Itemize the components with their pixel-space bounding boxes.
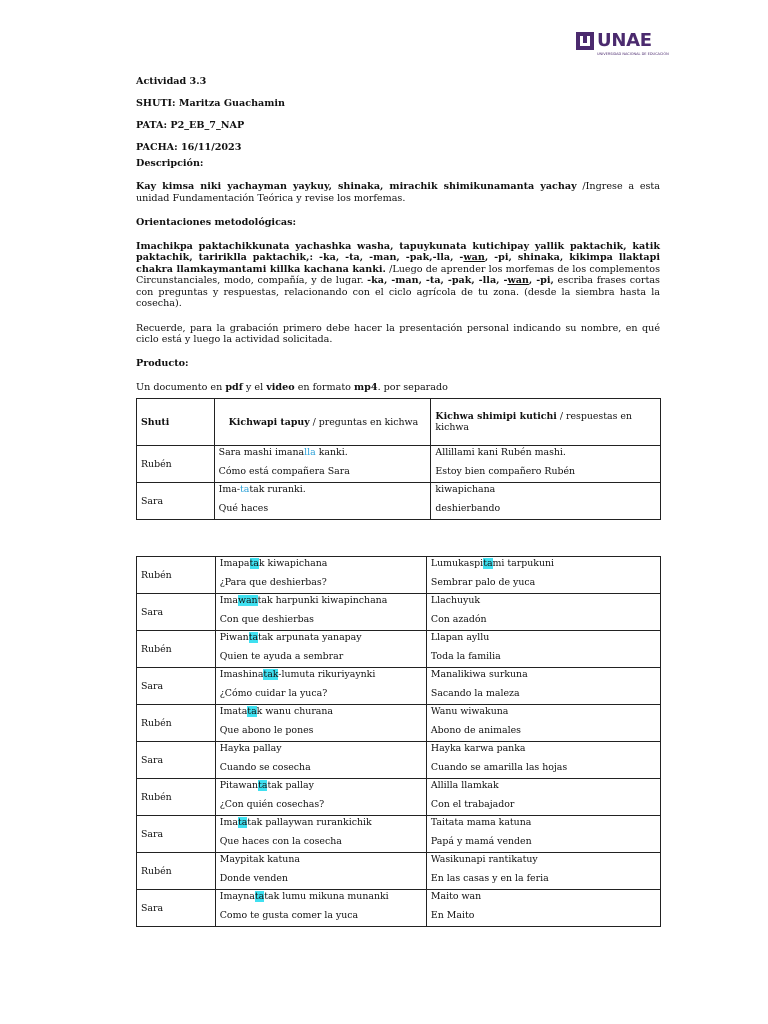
- speaker-cell: Sara: [137, 742, 216, 779]
- question-kichwa: [220, 817, 422, 830]
- question-spanish: Como te gusta comer la yuca: [219, 910, 359, 921]
- question-kichwa: [220, 854, 422, 867]
- table-row: [137, 668, 661, 705]
- text-part: k kiwapichana: [258, 558, 328, 569]
- answer-kichwa: [431, 706, 656, 719]
- text-part: tak arpunata yanapay: [258, 632, 362, 643]
- producto-part: en formato: [294, 382, 355, 393]
- morpheme-highlight: tak: [263, 669, 279, 680]
- morpheme-highlight: ta: [483, 558, 493, 569]
- morpheme-list: -ka, -man, -ta, -pak, -lla, -: [367, 275, 508, 286]
- header-questions: [214, 399, 431, 446]
- morpheme-highlight: ta: [258, 780, 268, 791]
- question-cell: [215, 853, 426, 890]
- text-part: Imata: [219, 706, 248, 717]
- text-part: Hayka karwa panka: [430, 743, 526, 754]
- table-row: [137, 446, 661, 483]
- answer-cell: [426, 557, 660, 594]
- answer-kichwa: [431, 891, 656, 904]
- text-part: Manalikiwa surkuna: [430, 669, 528, 680]
- question-spanish: Cómo está compañera Sara: [218, 466, 350, 477]
- text-part: Pitawan: [219, 780, 259, 791]
- question-cell: [215, 631, 426, 668]
- orientaciones-spanish-end: escriba frases cortas con preguntas y respuestas, relacionando con el ciclo agrícola de tu zona. (desde la siembra hasta la cosecha).: [136, 275, 660, 309]
- answer-spanish: Toda la familia: [430, 651, 501, 662]
- producto-part: . por separado: [377, 382, 448, 393]
- answer-kichwa: Allillami kani Rubén mashi.: [435, 447, 566, 458]
- text-part: Piwan: [219, 632, 249, 643]
- question-spanish: Que abono le pones: [219, 725, 314, 736]
- orientaciones-label: Orientaciones metodológicas:: [136, 217, 297, 228]
- morpheme-wan-2: wan: [507, 275, 529, 286]
- text-part: Allilla llamkak: [430, 780, 499, 791]
- orientaciones-kichwa: Imachikpa paktachikkunata yachashka washa, tapuykunata kutichipay yallik paktachik, katik paktachik, taririklla paktachik,: -ka, -ta, -man, -pak,-lla, -: [136, 240, 660, 263]
- group-code: PATA: P2_EB_7_NAP: [136, 120, 245, 131]
- question-spanish: ¿Con quién cosechas?: [219, 799, 325, 810]
- question-cell: [215, 816, 426, 853]
- question-kichwa: [219, 484, 427, 497]
- text-part: Ima-: [218, 484, 241, 495]
- morpheme-highlight: wan: [237, 595, 258, 606]
- answer-cell: [426, 594, 660, 631]
- table-header-row: [137, 399, 661, 446]
- answer-cell: [426, 779, 660, 816]
- orientaciones-kichwa-end: , -pi, shinaka, kikimpa llaktapi chakra llamkaymantami killka kachana kanki.: [136, 252, 660, 275]
- morpheme-highlight: ta: [240, 484, 250, 495]
- answer-kichwa: [431, 558, 656, 571]
- document-body: [136, 76, 660, 394]
- question-spanish: Con que deshierbas: [219, 614, 314, 625]
- question-kichwa: [220, 780, 422, 793]
- speaker-cell: Sara: [137, 668, 216, 705]
- text-part: tak pallay: [267, 780, 314, 791]
- producto-part: Un documento en: [136, 382, 226, 393]
- answer-cell: [431, 446, 661, 483]
- text-part: tak pallaywan rurankichik: [247, 817, 372, 828]
- text-part: k wanu churana: [256, 706, 334, 717]
- activity-title: Actividad 3.3: [136, 76, 207, 87]
- dialogue-table-1: [136, 398, 661, 520]
- answer-spanish: Estoy bien compañero Rubén: [435, 466, 576, 477]
- text-part: kanki.: [315, 447, 348, 458]
- speaker-cell: Rubén: [137, 446, 215, 483]
- table-row: [137, 890, 661, 927]
- logo-name: UNAE: [597, 30, 652, 51]
- logo-subtitle: UNIVERSIDAD NACIONAL DE EDUCACIÓN: [597, 52, 669, 56]
- text-part: Taitata mama katuna: [430, 817, 532, 828]
- question-spanish: Qué haces: [218, 503, 269, 514]
- answer-kichwa: [431, 632, 656, 645]
- text-part: Maypitak katuna: [219, 854, 300, 865]
- morpheme-highlight: ta: [249, 558, 259, 569]
- question-cell: [215, 742, 426, 779]
- morpheme-highlight: ta: [247, 706, 257, 717]
- text-part: Llapan ayllu: [430, 632, 490, 643]
- answer-cell: [426, 668, 660, 705]
- question-cell: [215, 557, 426, 594]
- answer-cell: [426, 890, 660, 927]
- text-part: Maito wan: [430, 891, 482, 902]
- answer-spanish: deshierbando: [435, 503, 501, 514]
- header-shuti: Shuti: [137, 399, 215, 446]
- question-kichwa: [220, 891, 422, 904]
- text-part: Lumukaspi: [430, 558, 484, 569]
- morpheme-wan: wan: [463, 252, 485, 263]
- text-part: Imashina: [219, 669, 264, 680]
- answer-kichwa: [431, 743, 656, 756]
- speaker-cell: Rubén: [137, 779, 216, 816]
- answer-spanish: Con azadón: [430, 614, 487, 625]
- text-part: Hayka pallay: [219, 743, 282, 754]
- table-row: [137, 705, 661, 742]
- producto-mp4: mp4: [354, 382, 378, 393]
- table-row: [137, 594, 661, 631]
- unae-logo: [576, 30, 669, 56]
- question-spanish: Que haces con la cosecha: [219, 836, 342, 847]
- question-cell: [214, 446, 431, 483]
- text-part: tak lumu mikuna munanki: [264, 891, 389, 902]
- question-spanish: ¿Cómo cuidar la yuca?: [219, 688, 328, 699]
- text-part: Llachuyuk: [430, 595, 481, 606]
- answer-cell: [426, 705, 660, 742]
- answer-cell: [426, 631, 660, 668]
- answer-spanish: Sacando la maleza: [430, 688, 520, 699]
- question-kichwa: [220, 558, 422, 571]
- unae-logo-icon: [576, 32, 594, 50]
- question-spanish: Cuando se cosecha: [219, 762, 311, 773]
- morpheme-highlight: lla: [304, 447, 316, 458]
- date: PACHA: 16/11/2023: [136, 142, 242, 153]
- answer-cell: [426, 853, 660, 890]
- speaker-cell: Sara: [137, 816, 216, 853]
- morpheme-list-end: , -pi,: [528, 275, 554, 286]
- recuerde-text: Recuerde, para la grabación primero debe hacer la presentación personal indicando su nombre, en qué ciclo está y luego la actividad solicitada.: [136, 322, 660, 345]
- header-answers: [431, 399, 661, 446]
- morpheme-highlight: ta: [254, 891, 265, 902]
- table-row: [137, 742, 661, 779]
- question-kichwa: [220, 669, 422, 682]
- producto-video: video: [266, 382, 295, 393]
- text-part: Imapa: [219, 558, 250, 569]
- producto-text: [136, 382, 660, 394]
- text-part: tak harpunki kiwapinchana: [257, 595, 388, 606]
- student-name: SHUTI: Maritza Guachamin: [136, 98, 286, 109]
- text-part: Wanu wiwakuna: [430, 706, 509, 717]
- question-cell: [215, 668, 426, 705]
- table-row: [137, 816, 661, 853]
- descripcion-text: [136, 181, 660, 204]
- question-cell: [215, 890, 426, 927]
- answer-spanish: Sembrar palo de yuca: [430, 577, 536, 588]
- answer-spanish: Cuando se amarilla las hojas: [430, 762, 568, 773]
- table-row: [137, 779, 661, 816]
- speaker-cell: Rubén: [137, 853, 216, 890]
- question-kichwa: [219, 447, 427, 460]
- descripcion-spanish: /Ingrese a esta unidad Fundamentación Teórica y revise los morfemas.: [136, 181, 660, 204]
- answer-kichwa: [431, 817, 656, 830]
- answer-kichwa: [431, 595, 656, 608]
- text-part: -lumuta rikuriyaynki: [278, 669, 376, 680]
- answer-cell: [431, 483, 661, 520]
- producto-part: y el: [242, 382, 267, 393]
- text-part: Wasikunapi rantikatuy: [430, 854, 538, 865]
- answer-cell: [426, 816, 660, 853]
- text-part: Sara mashi imana: [218, 447, 305, 458]
- morpheme-highlight: ta: [248, 632, 259, 643]
- descripcion-label: Descripción:: [136, 157, 204, 169]
- dialogue-table-2: [136, 556, 661, 927]
- table-row: [137, 483, 661, 520]
- answer-kichwa: kiwapichana: [435, 484, 496, 495]
- answer-spanish: Abono de animales: [430, 725, 521, 736]
- speaker-cell: Rubén: [137, 631, 216, 668]
- orientaciones-spanish: /Luego de aprender los morfemas de los complementos Circunstanciales, modo, compañía, y de lugar.: [136, 263, 660, 286]
- answer-cell: [426, 742, 660, 779]
- text-part: Ima: [219, 817, 238, 828]
- speaker-cell: Sara: [137, 594, 216, 631]
- question-kichwa: [220, 595, 422, 608]
- header-answers-es: / respuestas en kichwa: [435, 411, 632, 433]
- question-spanish: Quien te ayuda a sembrar: [219, 651, 344, 662]
- answer-spanish: Papá y mamá venden: [430, 836, 532, 847]
- speaker-cell: Rubén: [137, 557, 216, 594]
- table-row: [137, 631, 661, 668]
- header-questions-es: / preguntas en kichwa: [309, 416, 419, 428]
- producto-label: Producto:: [136, 357, 189, 369]
- text-part: Imayna: [219, 891, 255, 902]
- question-kichwa: [220, 743, 422, 756]
- speaker-cell: Sara: [137, 483, 215, 520]
- producto-pdf: pdf: [225, 382, 243, 393]
- answer-spanish: En Maito: [430, 910, 475, 921]
- answer-kichwa: [431, 854, 656, 867]
- answer-kichwa: [431, 780, 656, 793]
- question-cell: [215, 594, 426, 631]
- table-row: [137, 853, 661, 890]
- header-answers-kichwa: Kichwa shimipi kutichi: [435, 411, 557, 422]
- question-cell: [214, 483, 431, 520]
- orientaciones-text: [136, 241, 660, 310]
- speaker-cell: Sara: [137, 890, 216, 927]
- text-part: mi tarpukuni: [492, 558, 555, 569]
- question-cell: [215, 705, 426, 742]
- answer-spanish: En las casas y en la feria: [430, 873, 549, 884]
- question-kichwa: [220, 632, 422, 645]
- answer-spanish: Con el trabajador: [430, 799, 515, 810]
- text-part: tak ruranki.: [249, 484, 306, 495]
- question-spanish: Donde venden: [219, 873, 288, 884]
- question-kichwa: [220, 706, 422, 719]
- question-spanish: ¿Para que deshierbas?: [219, 577, 327, 588]
- answer-kichwa: [431, 669, 656, 682]
- text-part: Ima: [219, 595, 238, 606]
- morpheme-highlight: ta: [237, 817, 248, 828]
- dialogue-table-body: [137, 557, 661, 927]
- header-questions-kichwa: Kichwapi tapuy: [228, 416, 310, 428]
- descripcion-kichwa: Kay kimsa niki yachayman yaykuy, shinaka, mirachik shimikunamanta yachay: [136, 181, 577, 192]
- table-row: [137, 557, 661, 594]
- question-cell: [215, 779, 426, 816]
- speaker-cell: Rubén: [137, 705, 216, 742]
